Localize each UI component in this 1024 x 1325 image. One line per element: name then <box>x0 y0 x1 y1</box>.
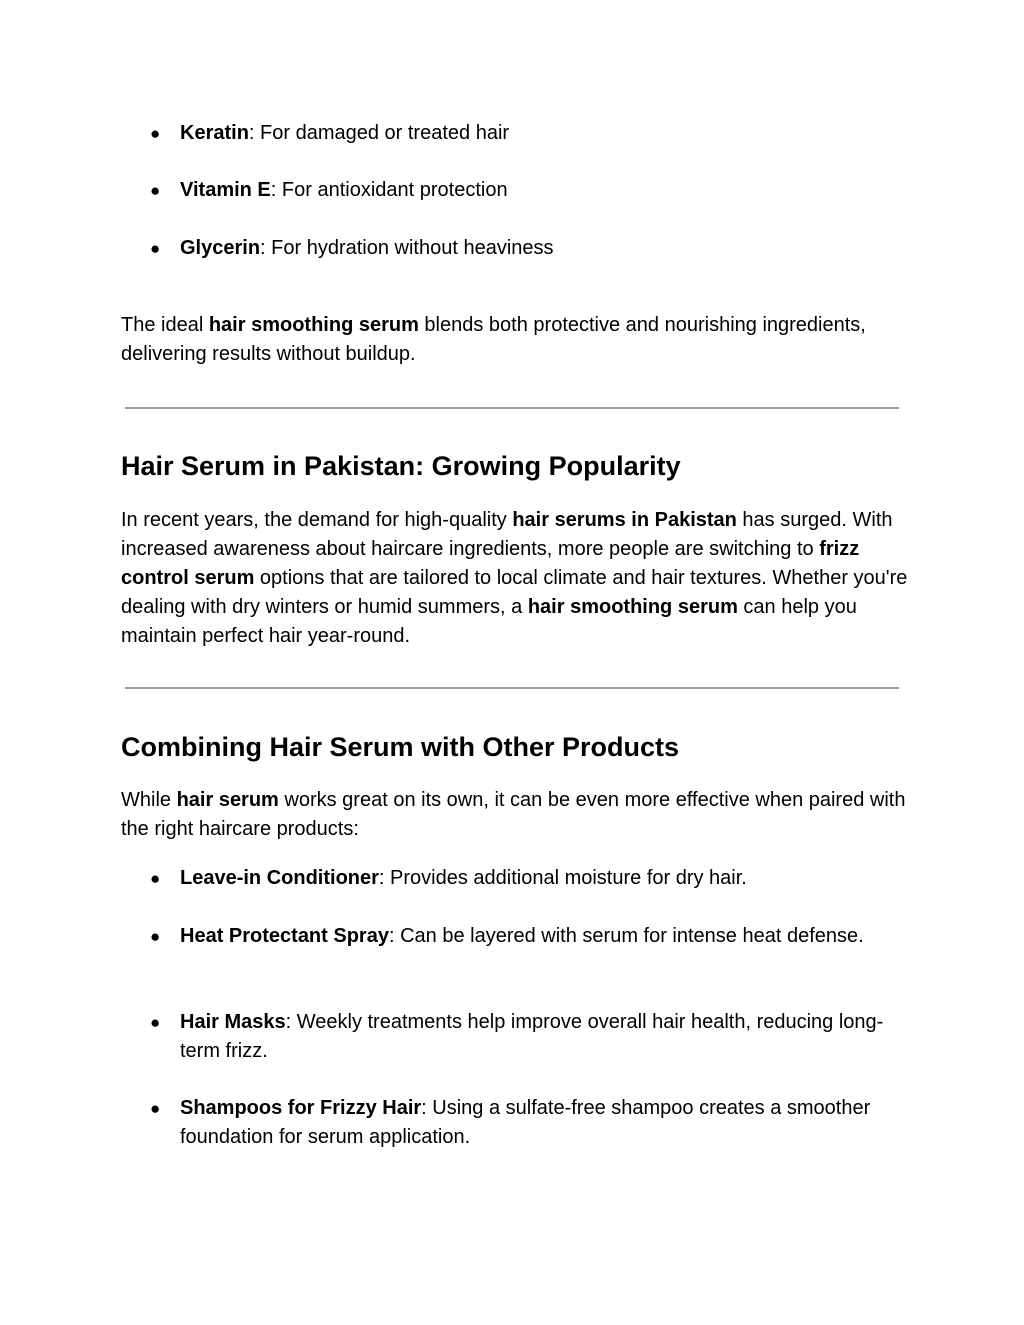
bullet-icon: ● <box>150 239 161 258</box>
bullet-icon: ● <box>150 927 161 946</box>
list-item <box>150 922 910 951</box>
combining-intro-paragraph: While hair serum works great on its own, it can be even more effective when paired with the right haircare products: <box>121 789 906 840</box>
list-item <box>150 234 910 263</box>
list-item-description: : For antioxidant protection <box>270 179 508 201</box>
section-divider <box>125 407 899 409</box>
list-item-term: Glycerin <box>180 237 261 259</box>
bullet-icon: ● <box>150 124 161 143</box>
list-item-description: : Can be layered with serum for intense heat defense. <box>388 925 864 947</box>
list-item-term: Vitamin E <box>180 179 271 201</box>
list-item-description: : Weekly treatments help improve overall hair health, reducing long-term frizz. <box>180 1011 884 1062</box>
bullet-icon: ● <box>150 1013 161 1032</box>
list-item <box>150 1094 910 1152</box>
list-item-description: : For damaged or treated hair <box>248 122 510 144</box>
list-item <box>150 176 910 205</box>
list-item-description: : Provides additional moisture for dry hair. <box>378 867 747 889</box>
list-item-description: : Using a sulfate-free shampoo creates a smoother foundation for serum application. <box>180 1097 871 1148</box>
section-heading-pakistan: Hair Serum in Pakistan: Growing Popularity <box>121 451 681 481</box>
list-item-description: : For hydration without heaviness <box>260 237 554 259</box>
section-heading-combining: Combining Hair Serum with Other Products <box>121 732 680 762</box>
bullet-icon: ● <box>150 869 161 888</box>
ideal-serum-paragraph: The ideal hair smoothing serum blends both protective and nourishing ingredients, delivering results without buildup. <box>121 314 866 365</box>
pakistan-paragraph: In recent years, the demand for high-quality hair serums in Pakistan has surged. With increased awareness about haircare ingredients, more people are switching to frizz control serum options that are tailored to local climate and hair textures. Whether you're dealing with dry winters or humid summers, a hair smoothing serum can help you maintain perfect hair year-round. <box>121 509 908 647</box>
list-item-term: Leave-in Conditioner <box>180 867 379 889</box>
bullet-icon: ● <box>150 181 161 200</box>
list-item-term: Keratin <box>180 122 249 144</box>
list-item-term: Hair Masks <box>180 1011 286 1033</box>
section-divider <box>125 687 899 689</box>
bullet-icon: ● <box>150 1099 161 1118</box>
list-item <box>150 119 910 148</box>
list-item <box>150 864 910 893</box>
list-item-term: Heat Protectant Spray <box>180 925 389 947</box>
list-item-term: Shampoos for Frizzy Hair <box>180 1097 422 1119</box>
list-item <box>150 1008 910 1066</box>
